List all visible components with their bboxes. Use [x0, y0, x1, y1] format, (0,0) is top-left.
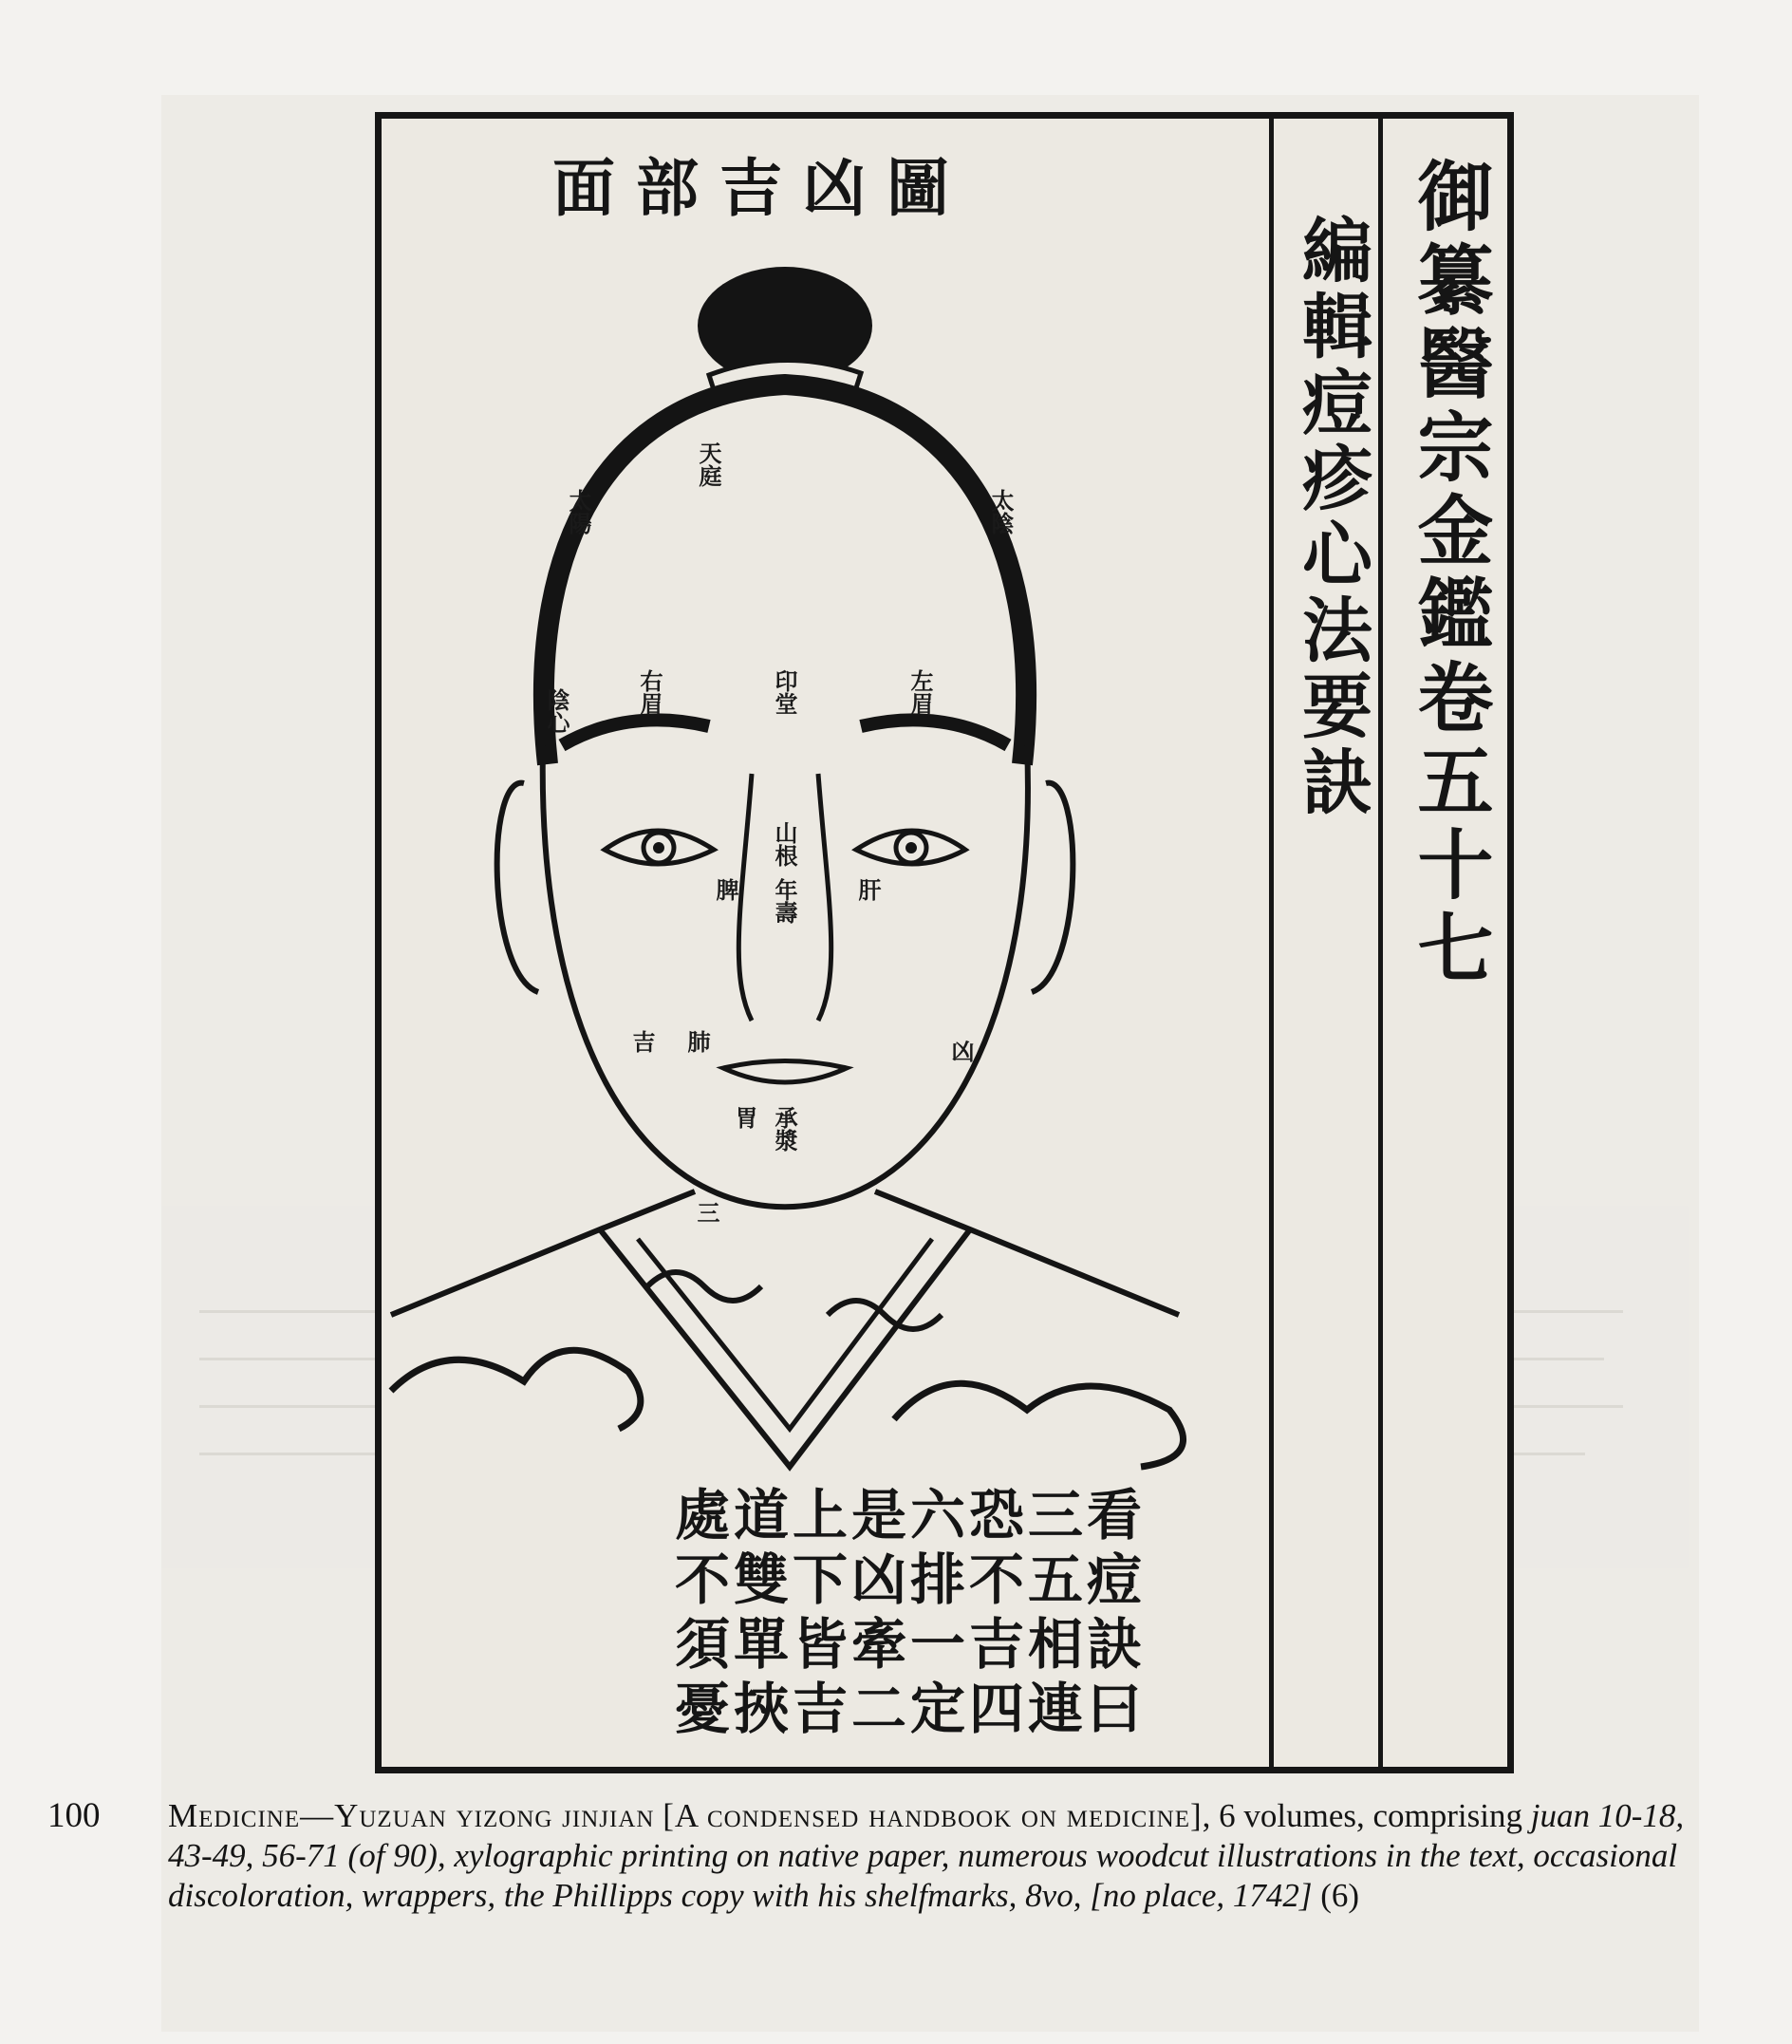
entry-translation: [A condensed handbook on medicine]: [663, 1797, 1203, 1834]
face-label: 左眉: [906, 669, 934, 715]
face-label: 太陰: [987, 489, 1015, 534]
face-label: 天庭: [695, 441, 722, 487]
plate-title: 面部吉凶圖: [552, 151, 970, 225]
face-label: 吉: [628, 1030, 656, 1053]
entry-juan-ranges: 10-18, 43-49, 56-71 (of 90),: [168, 1797, 1685, 1874]
entry-count: (6): [1320, 1877, 1360, 1914]
face-label: 承漿: [771, 1106, 798, 1152]
left-brow: [562, 720, 709, 745]
face-label: 太陽: [565, 489, 592, 534]
right-brow: [861, 720, 1008, 745]
face-label: 三: [693, 1201, 720, 1224]
face-label: 右眉: [636, 669, 663, 715]
section-title: 編輯痘疹心法要訣: [1291, 214, 1372, 821]
right-cloud: [894, 1383, 1184, 1467]
verse-column: 是凶牽二: [842, 1486, 906, 1744]
face-label: 陰心: [543, 688, 570, 734]
verse-column: 上下皆吉: [783, 1486, 848, 1744]
verse-block: [652, 1486, 1142, 1771]
face-label: 凶: [947, 1040, 975, 1062]
lot-number: 100: [47, 1796, 101, 1835]
right-ear: [1032, 783, 1073, 992]
woodcut-plate: [375, 112, 1514, 1773]
face-diagram-illustration: [382, 119, 1264, 1543]
entry-juan: juan: [1530, 1797, 1590, 1834]
entry-description: xylographic printing on native paper, numerous woodcut illustrations in the text, occasional discoloration, wrappers, the Phillipps copy with his shelfmarks, 8vo,: [168, 1837, 1678, 1914]
face-label: 肺: [683, 1030, 711, 1053]
left-ear: [497, 783, 538, 992]
verse-column: 道雙單挾: [724, 1486, 789, 1744]
volume-title: 御纂醫宗金鑑卷五十七: [1405, 157, 1494, 992]
entry-volumes: , 6 volumes, comprising: [1202, 1797, 1522, 1834]
verse-column: 處不須憂: [665, 1486, 730, 1744]
entry-text: [168, 1796, 1725, 1916]
face-label: 脾: [712, 878, 739, 901]
face-label: 年壽: [771, 878, 798, 924]
entry-imprint: [no place, 1742]: [1090, 1877, 1313, 1914]
entry-heading: Medicine—Yuzuan yizong jinjian: [168, 1797, 655, 1834]
face-label: 胃: [731, 1106, 758, 1129]
shoulders: [391, 1191, 1179, 1315]
face-label: 山根: [771, 821, 798, 867]
mouth: [723, 1061, 847, 1083]
face-label: 印堂: [771, 669, 798, 715]
verse-column: 六排一定: [901, 1486, 965, 1744]
verse-column: 看痘訣曰: [1077, 1486, 1142, 1744]
column-rule: [1269, 119, 1274, 1767]
left-cloud: [391, 1350, 641, 1429]
verse-column: 三五相連: [1018, 1486, 1083, 1744]
face-label: 肝: [854, 878, 882, 901]
verse-column: 恐不吉四: [960, 1486, 1024, 1744]
